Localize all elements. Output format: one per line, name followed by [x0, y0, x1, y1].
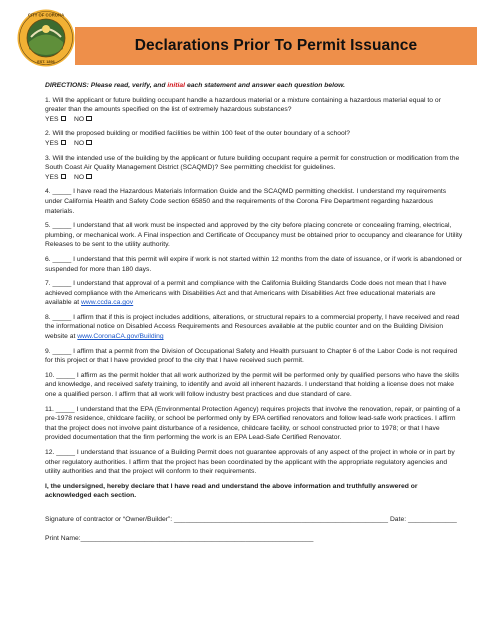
statement-12: 12. _____ I understand that issuance of a Building Permit does not guarantee approvals of any aspect of the project in whole or in part by other regulatory authorities. I affirm that the project has been coordinated by the applicant with the appropriate regulatory agencies and utility authorities and that the project will conform to their requirements. — [45, 449, 455, 476]
statement-8-text: 8. _____ I affirm that if this is project includes additions, alterations, or structural repairs to a commercial property, I have received and read the informational notice on Disabled Access Requirements and Resources available at the public counter and on the Building Division website at — [45, 313, 460, 341]
yes-checkbox[interactable] — [61, 174, 67, 180]
no-label: NO — [74, 173, 85, 181]
statement-9: 9. _____ I affirm that a permit from the Division of Occupational Safety and Health pursuant to Chapter 6 of the Labor Code is not required for this project or that I have provided proof to the city that I have received such permit. — [45, 347, 458, 365]
question-2-answers — [45, 139, 463, 149]
no-label: NO — [74, 139, 85, 147]
question-3-text: 3. Will the intended use of the building by the applicant or future building occupant require a permit for construction or modification from the South Coast Air Quality Management District (SCAQMD)? See permitting checklist for guidelines. — [45, 154, 460, 172]
corona-building-link[interactable]: www.CoronaCA.gov/Building — [77, 333, 164, 341]
signature-label: Signature of contractor or “Owner/Builder”: _________________________________________________________ — [45, 515, 389, 523]
question-2-text: 2. Will the proposed building or modified facilities be within 100 feet of the outer boundary of a school? — [45, 130, 351, 138]
statement-7-text: 7. _____ I understand that approval of a permit and compliance with the California Building Standards Code does not mean that I have achieved compliance with the Americans with Disabilities Act and that Americans with Disabilities Act free educational materials are available at — [45, 280, 447, 307]
declaration: I, the undersigned, hereby declare that I have read and understand the above information and truthfully answered or acknowledged each section. — [45, 482, 418, 500]
yes-checkbox[interactable] — [61, 140, 67, 146]
question-3-answers — [45, 173, 463, 183]
yes-label: YES — [45, 173, 59, 181]
yes-checkbox[interactable] — [61, 116, 67, 122]
statement-6: 6. _____ I understand that this permit will expire if work is not started within 12 months from the date of issuance, or if work is abandoned or suspended for more than 180 days. — [45, 255, 462, 273]
statement-11: 11. _____ I understand that the EPA (Environmental Protection Agency) requires projects that involve the renovation, repair, or painting of a pre-1978 residence, childcare facility, or school be performed only by EPA certified renovators and follow lead-safe work practices. I affirm that the project does not involve paint disturbance of a residence, childcare facility, or school constructed prior to 1978; or that I have provided documentation that the firm performing the work is an EPA Lead-Safe Certified Renovator. — [45, 405, 461, 442]
question-3 — [45, 154, 463, 183]
yes-label: YES — [45, 139, 59, 147]
no-label: NO — [74, 115, 85, 123]
seal-text-top: CITY OF CORONA — [27, 12, 65, 18]
seal-text-bottom: EST. 1896 — [37, 60, 55, 64]
question-1 — [45, 96, 463, 125]
yes-label: YES — [45, 115, 59, 123]
directions — [45, 81, 463, 91]
no-checkbox[interactable] — [86, 174, 92, 180]
date-label: Date: _____________ — [389, 515, 457, 523]
directions-initial: initial — [167, 82, 186, 89]
statement-5: 5. _____ I understand that all work must be inspected and approved by the city before placing concrete or concealing framing, electrical, plumbing, or mechanical work. A Final inspection and Certificate of Occupancy must be obtained prior to occupancy and clearance for Utility Releases to be sent to the utility authority. — [45, 222, 463, 249]
print-name-line[interactable]: Print Name:______________________________________________________________ — [45, 534, 314, 542]
statement-4: 4. _____ I have read the Hazardous Materials Information Guide and the SCAQMD permitting checklist. I understand my requirements under California Health and Safety Code section 65850 and the requirements of the Corona Fire Department regarding hazardous materials. — [45, 188, 447, 215]
statement-7 — [45, 279, 463, 308]
no-checkbox[interactable] — [86, 116, 92, 122]
ccda-link[interactable]: www.ccda.ca.gov — [81, 299, 134, 307]
statement-8 — [45, 313, 463, 342]
form-body — [45, 81, 463, 552]
question-1-text: 1. Will the applicant or future building occupant handle a hazardous material or a mixture containing a hazardous material equal to or greater than the amounts specified on the list of extremely hazardous substances? — [45, 96, 441, 114]
directions-after: each statement and answer each question below. — [185, 82, 345, 89]
statement-10: 10. _____ I affirm as the permit holder that all work authorized by the permit will be performed only by qualified persons who have the skills and knowledge, and received safety training, to identify and avoid all inherent hazards. I understand that holding a license does not make one a qualified person. I affirm that all work will follow industry best practices and due standard of care. — [45, 371, 460, 399]
page-title: Declarations Prior To Permit Issuance — [134, 37, 418, 54]
city-seal-logo — [17, 9, 75, 67]
signature-line[interactable] — [45, 515, 463, 525]
question-2 — [45, 129, 463, 148]
no-checkbox[interactable] — [86, 140, 92, 146]
question-1-answers — [45, 115, 463, 125]
directions-before: DIRECTIONS: Please read, verify, and — [45, 82, 168, 89]
